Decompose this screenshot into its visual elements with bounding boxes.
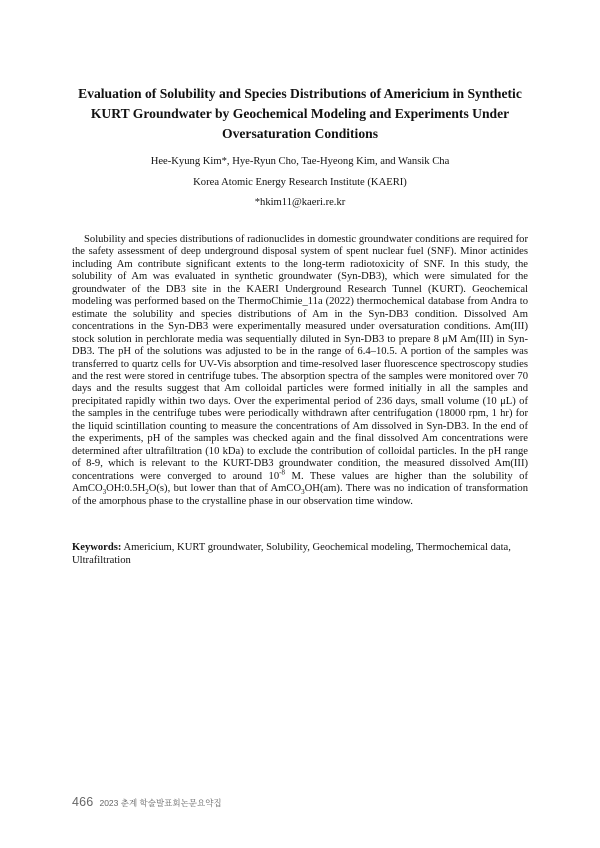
abstract-text-5: OH(am). There was no indication of transformation of the amorphous phase to the crystalline phase in our observation time window.: [72, 483, 528, 507]
keywords-section: [72, 541, 528, 567]
paper-title: Evaluation of Solubility and Species Distributions of Americium in Synthetic KURT Groundwater by Geochemical Modeling and Experiments Under Oversaturation Conditions: [78, 86, 522, 141]
subscript-3-second: 3: [301, 488, 305, 497]
page-footer: [72, 793, 222, 811]
abstract-text-1: Solubility and species distributions of radionuclides in domestic groundwater conditions are required for the safety assessment of deep underground disposal system of spent nuclear fuel (SNF). Minor actinides including Am contribute significant extents to the long-term radiotoxicity of SNF. In this study, the solubility of Am was evaluated in synthetic groundwater (Syn-DB3), which were simulated for the groundwater of the DB3 site in the KAERI Underground Research Tunnel (KURT). Geochemical modeling was performed based on the ThermoChimie_11a (2022) thermochemical database from Andra to estimate the solubility and species distributions of Am in the Syn-DB3 condition. Dissolved Am concentrations in the Syn-DB3 were experimentally measured under oversaturation conditions. Am(III) stock solution in perchlorate media was sequentially diluted in Syn-DB3 to prepare 8 μM Am(III) in Syn-DB3. The pH of the solutions was adjusted to be in the range of 6.4–10.5. A portion of the samples was transferred to quartz cells for UV-Vis absorption and time-resolved laser fluorescence spectroscopy studies and the rest were stored in centrifuge tubes. The absorption spectra of the samples were monitored over 70 days and the results suggest that Am colloidal particles were formed initially in all the samples and precipitated rapidly within two days. Over the experimental period of 236 days, small volume (10 μL) of the samples in the centrifuge tubes were periodically withdrawn after centrifugation (18000 rpm, 1 hr) for the liquid scintillation counting to measure the concentrations of Am dissolved in Syn-DB3. In the end of the experiments, pH of the samples was checked again and the final dissolved Am concentrations were determined after ultrafiltration (10 kDa) to exclude the contribution of colloidal particles. In the pH range of 8-9, which is relevant to the KURT-DB3 groundwater condition, the measured dissolved Am(III) concentrations were converged to around 10: [72, 234, 528, 482]
abstract-body: [72, 234, 528, 508]
keywords-label: Keywords:: [72, 542, 122, 553]
page-number: 466: [72, 795, 94, 809]
abstract-text-4: O(s), but lower than that of AmCO: [148, 483, 302, 495]
author-list: Hee-Kyung Kim*, Hye-Ryun Cho, Tae-Hyeong Kim, and Wansik Cha: [150, 156, 450, 167]
concentration-exponent: -8: [279, 468, 285, 477]
proceedings-title: 2023 춘계 학술발표회논문요약집: [99, 798, 222, 808]
subscript-2: 2: [145, 488, 149, 497]
abstract-text-2: M. These values are higher than the solubility of AmCO: [72, 470, 528, 495]
contact-email: *hkim11@kaeri.re.kr: [254, 197, 346, 208]
keywords-list: Americium, KURT groundwater, Solubility, Geochemical modeling, Thermochemical data, Ultrafiltration: [72, 542, 511, 566]
abstract-text-3: OH:0.5H: [106, 483, 146, 495]
affiliation: Korea Atomic Energy Research Institute (KAERI): [193, 177, 407, 188]
subscript-3-first: 3: [102, 488, 107, 497]
